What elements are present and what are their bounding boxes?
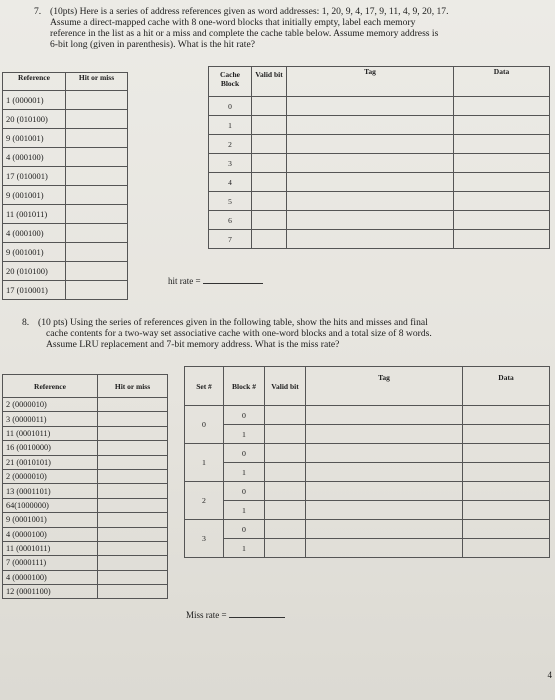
q8-miss-rate — [186, 610, 285, 620]
table-row — [209, 192, 550, 211]
q7-ref-header-hit-or-miss: Hit or miss — [66, 73, 128, 91]
q7-hit-miss-cell-10[interactable] — [66, 262, 128, 281]
table-row — [3, 224, 128, 243]
table-row — [209, 173, 550, 192]
q7-cache-block-6: 6 — [209, 211, 252, 230]
q7-cache-table — [208, 66, 550, 249]
q8-block-0-0: 0 — [224, 406, 265, 425]
q8-valid-cell-2-0[interactable] — [265, 482, 306, 501]
q7-hit-miss-cell-8[interactable] — [66, 224, 128, 243]
q7-hit-rate — [168, 276, 263, 286]
q8-set-2: 2 — [185, 482, 224, 520]
q8-cache-header-data: Data — [463, 367, 550, 406]
table-row — [3, 148, 128, 167]
hit-rate-label: hit rate = — [168, 276, 201, 286]
q8-hit-miss-cell-5[interactable] — [98, 455, 168, 469]
table-row — [3, 426, 168, 440]
table-row — [185, 501, 550, 520]
table-row — [3, 441, 168, 455]
q7-reference-9: 9 (001001) — [3, 243, 66, 262]
table-row — [209, 97, 550, 116]
q8-ref-header-hit-or-miss: Hit or miss — [98, 375, 168, 398]
q8-data-cell-2-0[interactable] — [463, 482, 550, 501]
q7-cache-header-tag: Tag — [287, 67, 454, 97]
question-7-number: 7. — [34, 6, 42, 17]
q8-ref-header-reference: Reference — [3, 375, 98, 398]
q7-hit-miss-cell-3[interactable] — [66, 129, 128, 148]
q7-hit-miss-cell-7[interactable] — [66, 205, 128, 224]
q8-reference-1: 2 (0000010) — [3, 398, 98, 412]
q7-reference-2: 20 (010100) — [3, 110, 66, 129]
q8-set-1: 1 — [185, 444, 224, 482]
q8-valid-cell-2-1[interactable] — [265, 501, 306, 520]
q7-ref-header-reference: Reference — [3, 73, 66, 91]
q7-reference-5: 17 (010001) — [3, 167, 66, 186]
q7-cache-header-block: Cache Block — [209, 67, 252, 97]
question-8-line-3: Assume LRU replacement and 7-bit memory address. What is the miss rate? — [46, 339, 340, 350]
table-row — [3, 91, 128, 110]
q8-tag-cell-3-1[interactable] — [306, 539, 463, 558]
table-row — [3, 129, 128, 148]
question-7-line-4: 6-bit long (given in parenthesis). What is the hit rate? — [50, 39, 255, 50]
q7-cache-header-valid: Valid bit — [252, 67, 287, 97]
q8-hit-miss-cell-3[interactable] — [98, 426, 168, 440]
table-row — [3, 167, 128, 186]
table-row — [3, 469, 168, 483]
q8-data-cell-2-1[interactable] — [463, 501, 550, 520]
q8-reference-12: 7 (0000111) — [3, 556, 98, 570]
q7-valid-cell-5[interactable] — [252, 192, 287, 211]
q8-reference-14: 12 (0001100) — [3, 585, 98, 599]
q8-data-cell-0-1[interactable] — [463, 425, 550, 444]
question-8 — [22, 317, 552, 357]
q8-reference-7: 13 (0001101) — [3, 484, 98, 498]
q7-tag-cell-7[interactable] — [287, 230, 454, 249]
q8-valid-cell-0-1[interactable] — [265, 425, 306, 444]
q8-valid-cell-1-0[interactable] — [265, 444, 306, 463]
q8-tag-cell-0-1[interactable] — [306, 425, 463, 444]
q7-valid-cell-1[interactable] — [252, 116, 287, 135]
q7-reference-1: 1 (000001) — [3, 91, 66, 110]
table-row — [185, 463, 550, 482]
q8-hit-miss-cell-9[interactable] — [98, 513, 168, 527]
q7-data-cell-0[interactable] — [454, 97, 550, 116]
q7-reference-4: 4 (000100) — [3, 148, 66, 167]
q8-hit-miss-cell-6[interactable] — [98, 469, 168, 483]
q8-cache-table — [184, 366, 550, 558]
q8-set-0: 0 — [185, 406, 224, 444]
q8-valid-cell-3-0[interactable] — [265, 520, 306, 539]
q8-reference-4: 16 (0010000) — [3, 441, 98, 455]
q8-reference-5: 21 (0010101) — [3, 455, 98, 469]
q8-reference-8: 64(1000000) — [3, 498, 98, 512]
q7-data-cell-3[interactable] — [454, 154, 550, 173]
q8-block-2-1: 1 — [224, 501, 265, 520]
q8-cache-header-tag: Tag — [306, 367, 463, 406]
table-row — [185, 482, 550, 501]
q8-reference-3: 11 (0001011) — [3, 426, 98, 440]
question-7 — [34, 6, 549, 56]
q7-valid-cell-3[interactable] — [252, 154, 287, 173]
q7-reference-8: 4 (000100) — [3, 224, 66, 243]
q8-reference-2: 3 (0000011) — [3, 412, 98, 426]
q7-tag-cell-0[interactable] — [287, 97, 454, 116]
table-row — [3, 398, 168, 412]
q8-cache-header-block: Block # — [224, 367, 265, 406]
q8-hit-miss-cell-10[interactable] — [98, 527, 168, 541]
q7-valid-cell-0[interactable] — [252, 97, 287, 116]
question-8-line-2: cache contents for a two-way set associative cache with one-word blocks and a total size of 8 words. — [46, 328, 432, 339]
q7-cache-block-5: 5 — [209, 192, 252, 211]
q7-cache-block-0: 0 — [209, 97, 252, 116]
table-row — [3, 110, 128, 129]
table-row — [185, 539, 550, 558]
q7-tag-cell-6[interactable] — [287, 211, 454, 230]
q7-hit-miss-cell-6[interactable] — [66, 186, 128, 205]
q7-tag-cell-4[interactable] — [287, 173, 454, 192]
q8-reference-11: 11 (0001011) — [3, 541, 98, 555]
q7-cache-header-data: Data — [454, 67, 550, 97]
q8-hit-miss-cell-2[interactable] — [98, 412, 168, 426]
q8-block-3-1: 1 — [224, 539, 265, 558]
q8-reference-13: 4 (0000100) — [3, 570, 98, 584]
table-row — [185, 520, 550, 539]
q7-reference-table — [2, 72, 128, 300]
q7-cache-block-7: 7 — [209, 230, 252, 249]
q7-tag-cell-2[interactable] — [287, 135, 454, 154]
q8-hit-miss-cell-1[interactable] — [98, 398, 168, 412]
q8-data-cell-1-1[interactable] — [463, 463, 550, 482]
q7-data-cell-7[interactable] — [454, 230, 550, 249]
q8-valid-cell-0-0[interactable] — [265, 406, 306, 425]
page-number: 4 — [547, 670, 552, 680]
q8-cache-header-valid: Valid bit — [265, 367, 306, 406]
q7-valid-cell-2[interactable] — [252, 135, 287, 154]
q8-block-1-1: 1 — [224, 463, 265, 482]
q7-reference-11: 17 (010001) — [3, 281, 66, 300]
q8-reference-9: 9 (0001001) — [3, 513, 98, 527]
q7-hit-miss-cell-11[interactable] — [66, 281, 128, 300]
q7-hit-miss-cell-1[interactable] — [66, 91, 128, 110]
q7-data-cell-1[interactable] — [454, 116, 550, 135]
q7-reference-7: 11 (001011) — [3, 205, 66, 224]
miss-rate-label: Miss rate = — [186, 610, 227, 620]
q7-cache-block-4: 4 — [209, 173, 252, 192]
q7-tag-cell-1[interactable] — [287, 116, 454, 135]
table-row — [3, 262, 128, 281]
q8-valid-cell-1-1[interactable] — [265, 463, 306, 482]
q8-block-0-1: 1 — [224, 425, 265, 444]
q8-tag-cell-2-0[interactable] — [306, 482, 463, 501]
q7-data-cell-2[interactable] — [454, 135, 550, 154]
question-7-line-3: reference in the list as a hit or a miss and complete the cache table below. Assume memory address is — [50, 28, 439, 39]
q7-valid-cell-4[interactable] — [252, 173, 287, 192]
table-row — [3, 186, 128, 205]
q7-cache-block-2: 2 — [209, 135, 252, 154]
q8-hit-miss-cell-14[interactable] — [98, 585, 168, 599]
q7-cache-block-1: 1 — [209, 116, 252, 135]
q7-hit-miss-cell-9[interactable] — [66, 243, 128, 262]
q7-hit-miss-cell-5[interactable] — [66, 167, 128, 186]
table-row — [3, 281, 128, 300]
q8-hit-miss-cell-11[interactable] — [98, 541, 168, 555]
table-row — [209, 116, 550, 135]
q7-reference-10: 20 (010100) — [3, 262, 66, 281]
table-row — [3, 513, 168, 527]
table-row — [209, 135, 550, 154]
q7-valid-cell-7[interactable] — [252, 230, 287, 249]
question-7-line-2: Assume a direct-mapped cache with 8 one-word blocks that initially empty, label each memory — [50, 17, 416, 28]
q8-data-cell-3-0[interactable] — [463, 520, 550, 539]
q7-data-cell-6[interactable] — [454, 211, 550, 230]
q7-tag-cell-5[interactable] — [287, 192, 454, 211]
q8-block-3-0: 0 — [224, 520, 265, 539]
table-row — [3, 556, 168, 570]
q8-tag-cell-1-1[interactable] — [306, 463, 463, 482]
table-row — [3, 412, 168, 426]
table-row — [3, 527, 168, 541]
q8-reference-table — [2, 374, 168, 599]
q8-cache-header-set: Set # — [185, 367, 224, 406]
table-row — [3, 484, 168, 498]
q8-reference-10: 4 (0000100) — [3, 527, 98, 541]
table-row — [3, 455, 168, 469]
table-row — [3, 243, 128, 262]
q8-hit-miss-cell-7[interactable] — [98, 484, 168, 498]
q8-hit-miss-cell-12[interactable] — [98, 556, 168, 570]
q8-hit-miss-cell-4[interactable] — [98, 441, 168, 455]
q7-reference-6: 9 (001001) — [3, 186, 66, 205]
q7-tag-cell-3[interactable] — [287, 154, 454, 173]
question-7-line-1: (10pts) Here is a series of address references given as word addresses: 1, 20, 9, 4, 17, 9, 11, 4, 9, 20, 17. — [50, 6, 449, 17]
table-row — [185, 444, 550, 463]
question-8-line-1: (10 pts) Using the series of references given in the following table, show the hits and misses and final — [38, 317, 428, 328]
hit-rate-answer-field[interactable] — [203, 283, 263, 284]
table-row — [185, 406, 550, 425]
table-row — [3, 585, 168, 599]
question-8-number: 8. — [22, 317, 30, 328]
table-row — [3, 570, 168, 584]
q8-tag-cell-3-0[interactable] — [306, 520, 463, 539]
table-row — [209, 230, 550, 249]
q8-set-3: 3 — [185, 520, 224, 558]
q7-valid-cell-6[interactable] — [252, 211, 287, 230]
q8-valid-cell-3-1[interactable] — [265, 539, 306, 558]
q8-hit-miss-cell-13[interactable] — [98, 570, 168, 584]
table-row — [3, 205, 128, 224]
q7-hit-miss-cell-4[interactable] — [66, 148, 128, 167]
q8-data-cell-0-0[interactable] — [463, 406, 550, 425]
q7-cache-block-3: 3 — [209, 154, 252, 173]
table-row — [185, 425, 550, 444]
q8-tag-cell-1-0[interactable] — [306, 444, 463, 463]
q8-tag-cell-2-1[interactable] — [306, 501, 463, 520]
table-row — [209, 211, 550, 230]
table-row — [3, 541, 168, 555]
q7-reference-3: 9 (001001) — [3, 129, 66, 148]
q7-data-cell-4[interactable] — [454, 173, 550, 192]
q8-reference-6: 2 (0000010) — [3, 469, 98, 483]
table-row — [209, 154, 550, 173]
q8-block-2-0: 0 — [224, 482, 265, 501]
q8-block-1-0: 0 — [224, 444, 265, 463]
q8-data-cell-1-0[interactable] — [463, 444, 550, 463]
q8-data-cell-3-1[interactable] — [463, 539, 550, 558]
table-row — [3, 498, 168, 512]
q7-hit-miss-cell-2[interactable] — [66, 110, 128, 129]
q8-tag-cell-0-0[interactable] — [306, 406, 463, 425]
q7-data-cell-5[interactable] — [454, 192, 550, 211]
q8-hit-miss-cell-8[interactable] — [98, 498, 168, 512]
miss-rate-answer-field[interactable] — [229, 617, 285, 618]
